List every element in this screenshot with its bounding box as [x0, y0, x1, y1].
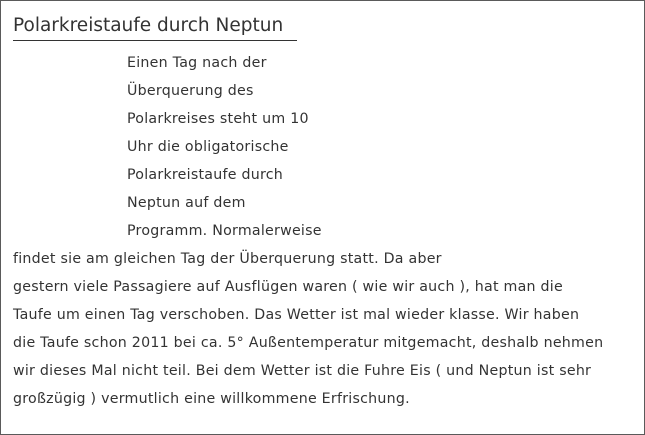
body-line: wir dieses Mal nicht teil. Bei dem Wetter ist die Fuhre Eis ( und Neptun ist sehr	[13, 363, 592, 379]
body-line: Überquerung des	[127, 83, 254, 99]
body-line: gestern viele Passagiere auf Ausflügen waren ( wie wir auch ), hat man die	[13, 279, 563, 295]
body-line: Polarkreistaufe durch	[127, 167, 284, 183]
body-line: großzügig ) vermutlich eine willkommene Erfrischung.	[13, 391, 410, 407]
title-underline	[13, 40, 297, 41]
body-line: Taufe um einen Tag verschoben. Das Wetter ist mal wieder klasse. Wir haben	[13, 307, 580, 323]
body-line: Einen Tag nach der	[127, 55, 267, 71]
body-line: Uhr die obligatorische	[127, 139, 289, 155]
body-line: findet sie am gleichen Tag der Überquerung statt. Da aber	[13, 251, 442, 267]
body-line: Neptun auf dem	[127, 195, 246, 211]
body-line: Polarkreises steht um 10	[127, 111, 309, 127]
body-line: die Taufe schon 2011 bei ca. 5° Außentemperatur mitgemacht, deshalb nehmen	[13, 335, 604, 351]
body-line: Programm. Normalerweise	[127, 223, 322, 239]
article-title: Polarkreistaufe durch Neptun	[13, 15, 284, 36]
